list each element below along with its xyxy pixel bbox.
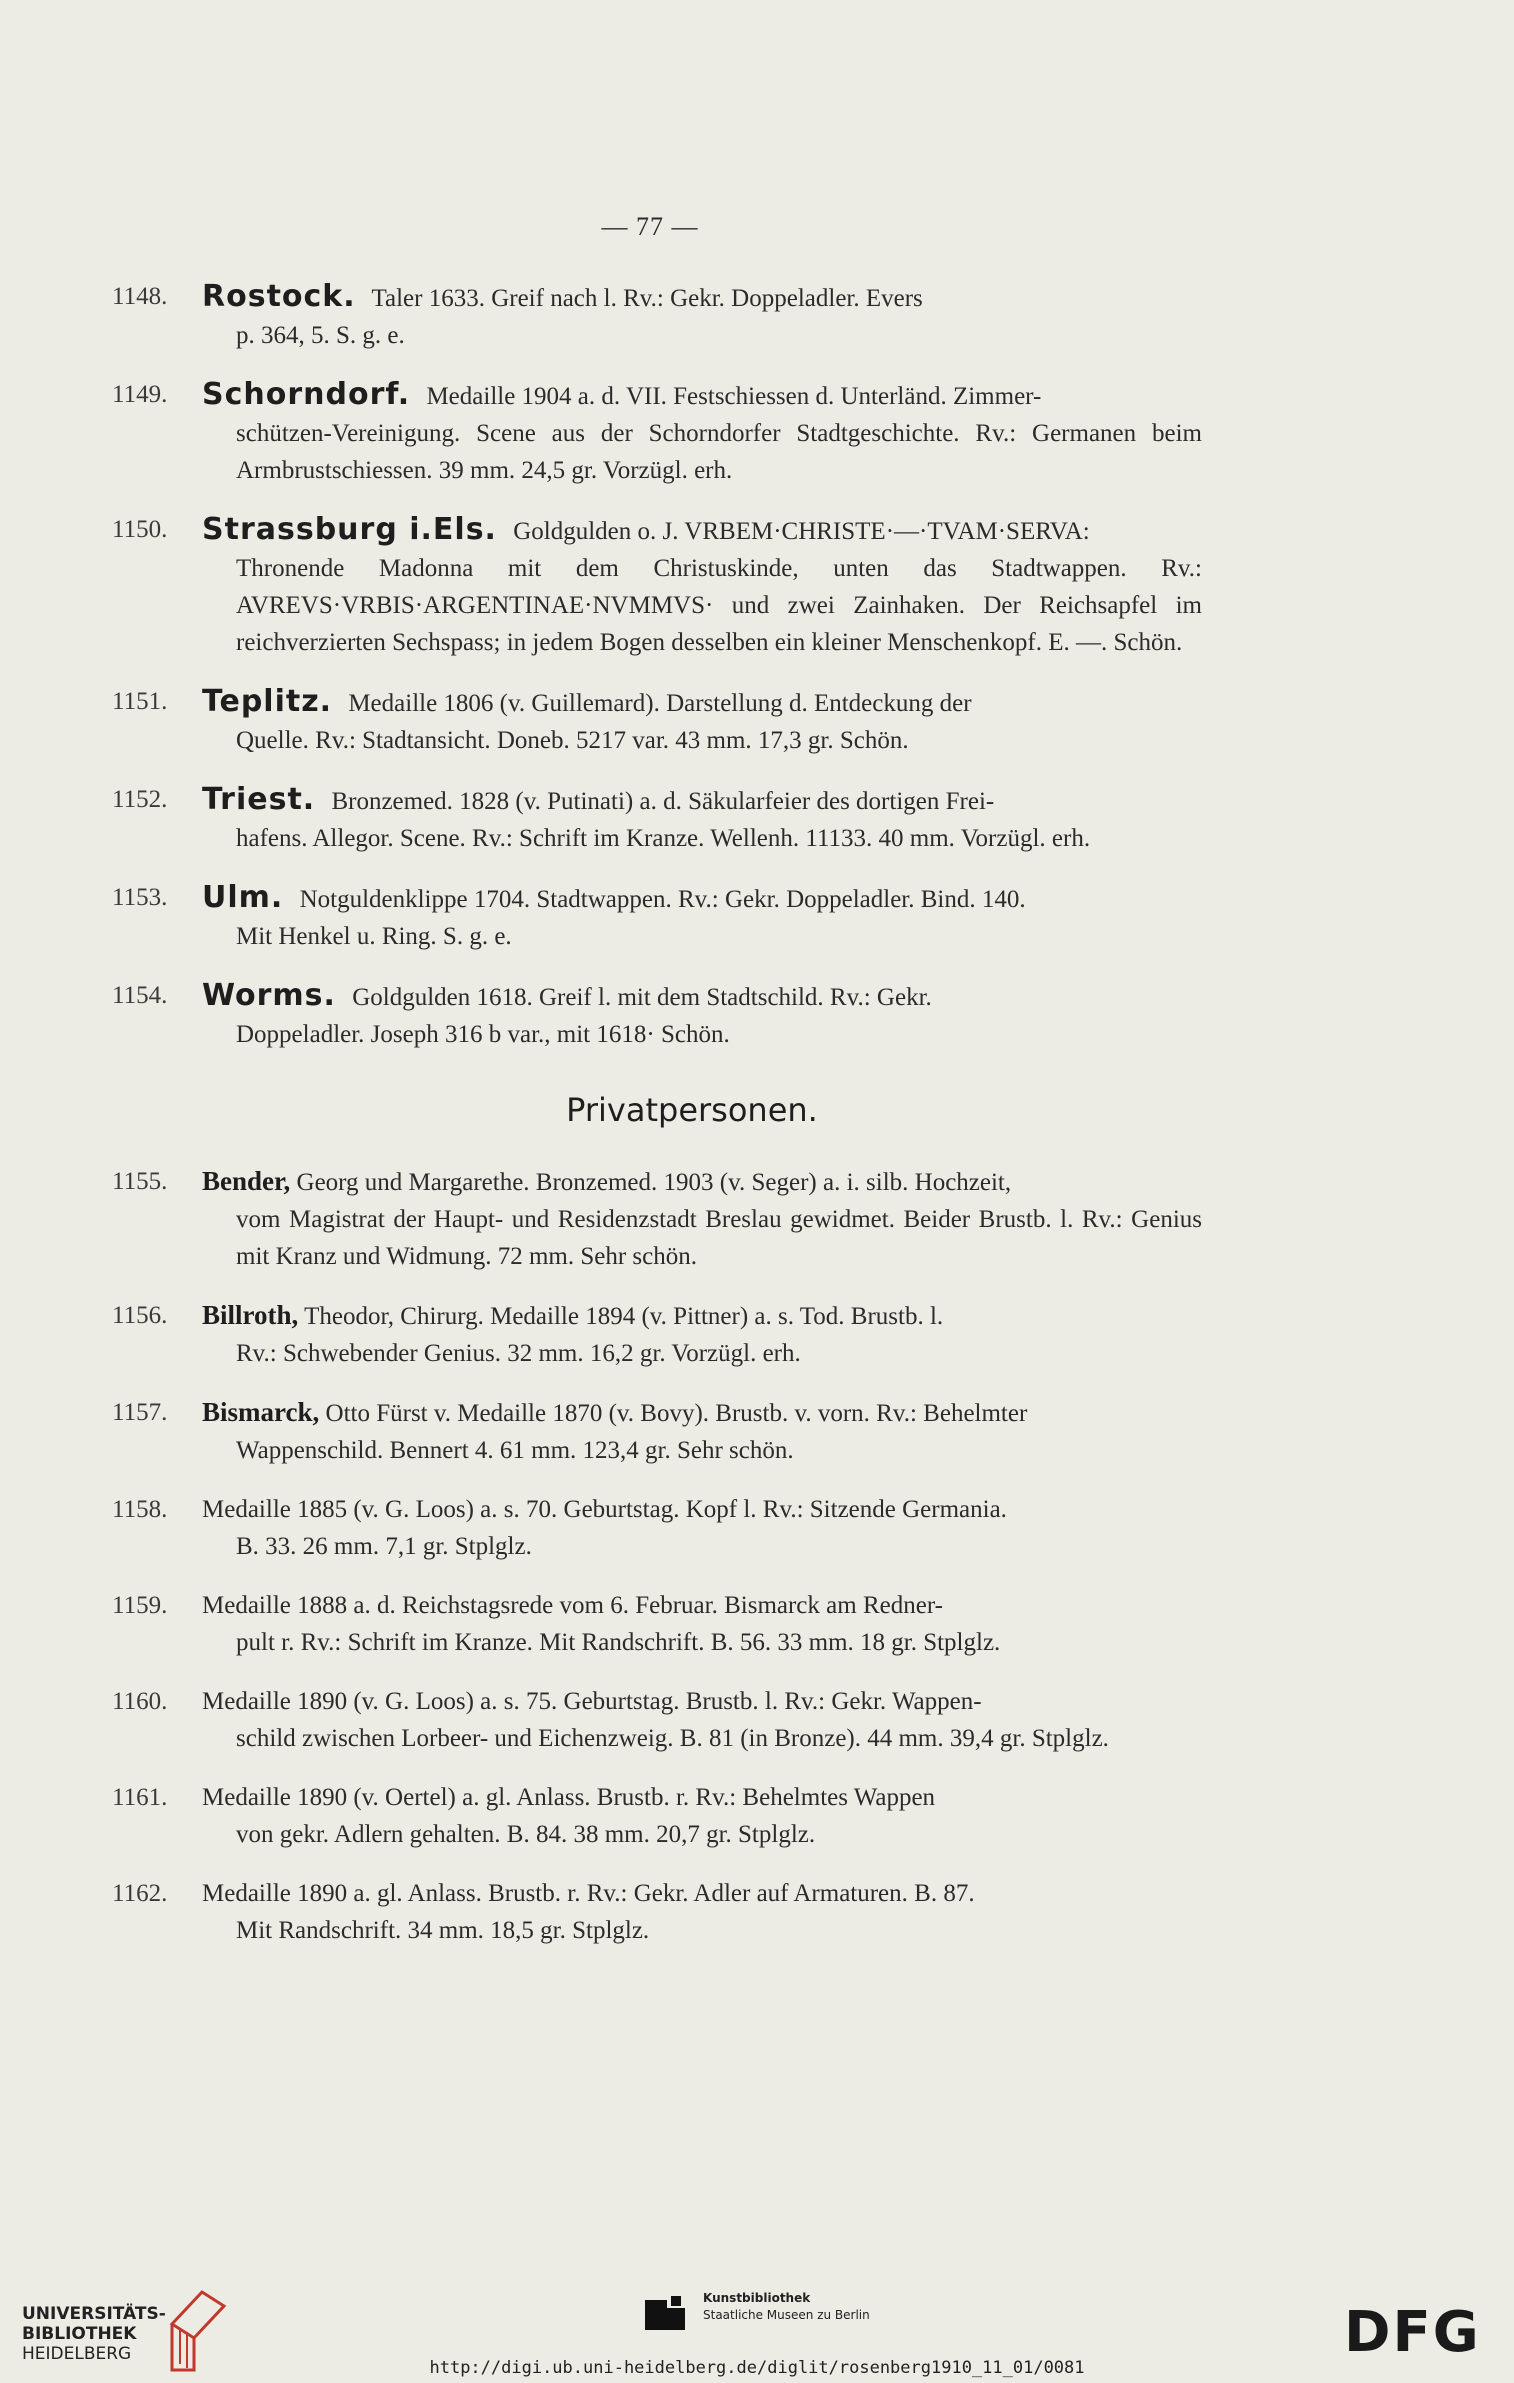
entry-number: 1154. [112, 982, 168, 1009]
person-entries [112, 1163, 1202, 1949]
entry-body [202, 1683, 1202, 1757]
catalog-entry [112, 1163, 1202, 1275]
entry-city-name: Schorndorf. [202, 377, 411, 412]
entry-body [202, 376, 1202, 489]
entry-city-name: Teplitz. [202, 684, 333, 719]
entry-continuation: B. 33. 26 mm. 7,1 gr. Stplglz. [236, 1533, 532, 1560]
entry-number: 1157. [112, 1399, 168, 1426]
entry-continuation: pult r. Rv.: Schrift im Kranze. Mit Randschrift. B. 56. 33 mm. 18 gr. Stplglz. [236, 1629, 1001, 1656]
catalog-entries [112, 278, 1202, 1971]
entry-text: Medaille 1904 a. d. VII. Festschiessen d. Unterländ. Zimmer- [426, 383, 1042, 410]
permalink-url[interactable]: http://digi.ub.uni-heidelberg.de/diglit/rosenberg1910_11_01/0081 [429, 2358, 1085, 2378]
entry-number: 1152. [112, 786, 168, 813]
ub-line-1: UNIVERSITÄTS- [22, 2304, 166, 2324]
entry-number: 1150. [112, 516, 168, 543]
entry-number: 1151. [112, 688, 168, 715]
entry-city-name: Ulm. [202, 880, 284, 915]
entry-number: 1153. [112, 884, 168, 911]
entry-text: Theodor, Chirurg. Medaille 1894 (v. Pittner) a. s. Tod. Brustb. l. [304, 1303, 944, 1330]
catalog-entry [112, 1297, 1202, 1372]
entry-text: Medaille 1890 (v. Oertel) a. gl. Anlass. Brustb. r. Rv.: Behelmtes Wappen [202, 1784, 936, 1811]
catalog-entry [112, 511, 1202, 661]
entry-text: Taler 1633. Greif nach l. Rv.: Gekr. Doppeladler. Evers [371, 285, 923, 312]
entry-continuation: Rv.: Schwebender Genius. 32 mm. 16,2 gr. Vorzügl. erh. [236, 1340, 801, 1367]
entry-text: Medaille 1888 a. d. Reichstagsrede vom 6. Februar. Bismarck am Redner- [202, 1592, 943, 1619]
entry-number: 1148. [112, 283, 168, 310]
entry-body [202, 1394, 1202, 1469]
entry-body [202, 879, 1202, 955]
entry-continuation: Quelle. Rv.: Stadtansicht. Doneb. 5217 var. 43 mm. 17,3 gr. Schön. [236, 727, 909, 754]
catalog-entry [112, 278, 1202, 354]
entry-number: 1161. [112, 1784, 168, 1811]
entry-number: 1159. [112, 1592, 168, 1619]
city-entries [112, 278, 1202, 1053]
entry-body [202, 511, 1202, 661]
entry-text: Medaille 1806 (v. Guillemard). Darstellung d. Entdeckung der [348, 690, 972, 717]
page-number: — 77 — [601, 212, 699, 241]
university-library-name [22, 2304, 166, 2364]
entry-continuation: schützen-Vereinigung. Scene aus der Schorndorfer Stadtgeschichte. Rv.: Germanen beim Armbrustschiessen. 39 mm. 24,5 gr. Vorzügl. erh. [236, 420, 1202, 484]
catalog-entry [112, 1587, 1202, 1661]
entry-continuation: Mit Henkel u. Ring. S. g. e. [236, 923, 512, 950]
ub-line-2: BIBLIOTHEK [22, 2324, 137, 2344]
entry-city-name: Worms. [202, 978, 336, 1013]
entry-continuation: Doppeladler. Joseph 316 b var., mit 1618· Schön. [236, 1021, 730, 1048]
entry-body [202, 1875, 1202, 1949]
entry-city-name: Rostock. [202, 279, 356, 314]
catalog-entry [112, 376, 1202, 489]
entry-text: Medaille 1890 a. gl. Anlass. Brustb. r. Rv.: Gekr. Adler auf Armaturen. B. 87. [202, 1880, 975, 1907]
entry-body [202, 1491, 1202, 1565]
entry-continuation: Wappenschild. Bennert 4. 61 mm. 123,4 gr. Sehr schön. [236, 1437, 794, 1464]
page-footer [0, 2270, 1514, 2383]
kunstbibliothek-name [703, 2290, 870, 2324]
kunstbibliothek-logo[interactable] [645, 2290, 905, 2350]
catalog-entry [112, 879, 1202, 955]
entry-continuation: vom Magistrat der Haupt- und Residenzstadt Breslau gewidmet. Beider Brustb. l. Rv.: Genius mit Kranz und Widmung. 72 mm. Sehr schön. [236, 1206, 1202, 1270]
entry-continuation: von gekr. Adlern gehalten. B. 84. 38 mm. 20,7 gr. Stplglz. [236, 1821, 816, 1848]
catalog-entry [112, 1394, 1202, 1469]
entry-body [202, 1587, 1202, 1661]
entry-city-name: Triest. [202, 782, 316, 817]
entry-body [202, 1297, 1202, 1372]
entry-text: Medaille 1890 (v. G. Loos) a. s. 75. Geburtstag. Brustb. l. Rv.: Gekr. Wappen- [202, 1688, 982, 1715]
entry-text: Goldgulden o. J. VRBEM·CHRISTE·—·TVAM·SERVA: [513, 518, 1090, 545]
entry-number: 1155. [112, 1168, 168, 1195]
entry-text: Otto Fürst v. Medaille 1870 (v. Bovy). Brustb. v. vorn. Rv.: Behelmter [325, 1400, 1028, 1427]
catalog-entry [112, 1779, 1202, 1853]
entry-number: 1156. [112, 1302, 168, 1329]
kb-line-2: Staatliche Museen zu Berlin [703, 2308, 870, 2322]
catalog-entry [112, 1683, 1202, 1757]
entry-text: Notguldenklippe 1704. Stadtwappen. Rv.: Gekr. Doppeladler. Bind. 140. [299, 886, 1026, 913]
entry-body [202, 977, 1202, 1053]
entry-continuation: schild zwischen Lorbeer- und Eichenzweig. B. 81 (in Bronze). 44 mm. 39,4 gr. Stplglz. [236, 1725, 1109, 1752]
catalog-entry [112, 977, 1202, 1053]
entry-number: 1160. [112, 1688, 168, 1715]
dfg-logo[interactable]: DFG [1344, 2300, 1481, 2365]
entry-body [202, 278, 1202, 354]
entry-number: 1162. [112, 1880, 168, 1907]
section-heading: Privatpersonen. [566, 1091, 818, 1129]
entry-body [202, 1163, 1202, 1275]
kb-line-1: Kunstbibliothek [703, 2291, 811, 2305]
entry-person-name: Bismarck, [202, 1397, 320, 1427]
kunstbibliothek-icon [645, 2294, 689, 2338]
entry-continuation: Mit Randschrift. 34 mm. 18,5 gr. Stplglz. [236, 1917, 650, 1944]
entry-text: Goldgulden 1618. Greif l. mit dem Stadtschild. Rv.: Gekr. [352, 984, 932, 1011]
entry-person-name: Billroth, [202, 1300, 299, 1330]
catalog-entry [112, 781, 1202, 857]
entry-body [202, 683, 1202, 759]
entry-text: Medaille 1885 (v. G. Loos) a. s. 70. Geburtstag. Kopf l. Rv.: Sitzende Germania. [202, 1496, 1007, 1523]
catalog-entry [112, 1875, 1202, 1949]
entry-continuation: p. 364, 5. S. g. e. [236, 322, 405, 349]
entry-body [202, 1779, 1202, 1853]
entry-body [202, 781, 1202, 857]
entry-text: Georg und Margarethe. Bronzemed. 1903 (v. Seger) a. i. silb. Hochzeit, [296, 1169, 1012, 1196]
entry-text: Bronzemed. 1828 (v. Putinati) a. d. Säkularfeier des dortigen Frei- [331, 788, 995, 815]
ub-line-3: HEIDELBERG [22, 2344, 132, 2364]
entry-person-name: Bender, [202, 1166, 291, 1196]
entry-city-name: Strassburg i.Els. [202, 512, 497, 547]
entry-continuation: Thronende Madonna mit dem Christuskinde, unten das Stadtwappen. Rv.: AVREVS·VRBIS·ARGENTINAE·NVMMVS· und zwei Zainhaken. Der Reichsapfel im reichverzierten Sechspass; in jedem Bogen desselben ein kleiner Menschenkopf. E. —. Schön. [236, 555, 1202, 656]
entry-continuation: hafens. Allegor. Scene. Rv.: Schrift im Kranze. Wellenh. 11133. 40 mm. Vorzügl. erh. [236, 825, 1091, 852]
catalog-entry [112, 1491, 1202, 1565]
entry-number: 1149. [112, 381, 168, 408]
entry-number: 1158. [112, 1496, 168, 1523]
catalog-entry [112, 683, 1202, 759]
